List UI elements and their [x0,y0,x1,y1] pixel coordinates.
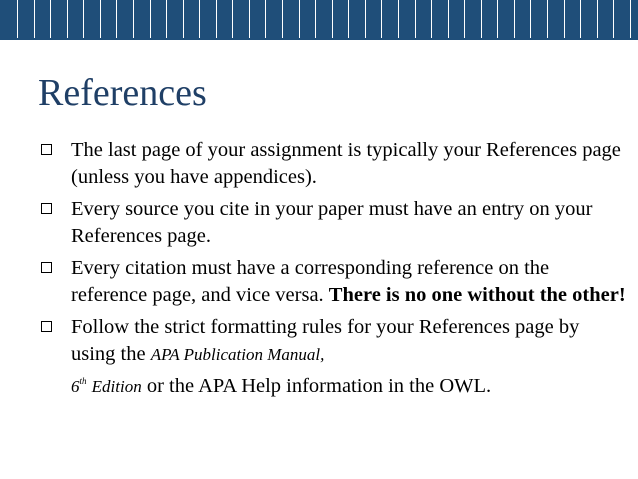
grid-cell [565,0,582,38]
bullet-item [38,137,628,190]
grid-cell [300,0,317,38]
grid-cell [283,0,300,38]
square-bullet-icon [41,144,52,155]
square-bullet-icon [41,203,52,214]
grid-cell [151,0,168,38]
grid-cell [184,0,201,38]
grid-cell [200,0,217,38]
bullet-text: Every source you cite in your paper must have an entry on your References page. [71,198,593,247]
square-bullet-icon [41,321,52,332]
grid-cell [449,0,466,38]
bullet-item [38,196,628,249]
bullet-text: The last page of your assignment is typically your References page (unless you have appendices). [71,139,621,188]
edition-number: 6 [71,376,80,396]
grid-cell [233,0,250,38]
grid-cell [498,0,515,38]
grid-cell [101,0,118,38]
grid-cell [432,0,449,38]
grid-cell [614,0,631,38]
grid-cell [515,0,532,38]
grid-cell [167,0,184,38]
grid-cell [482,0,499,38]
edition-label: Edition [91,376,142,396]
square-bullet-icon [41,262,52,273]
bullet-text: Follow the strict formatting rules for your References page by using the [71,316,580,365]
edition-suffix: th [79,376,87,386]
grid-cell [382,0,399,38]
grid-cell [35,0,52,38]
bullet-item [38,314,628,400]
grid-cell [250,0,267,38]
grid-cell [399,0,416,38]
grid-cell [333,0,350,38]
header-grid [17,0,631,38]
bullet-list [38,137,628,406]
grid-cell [68,0,85,38]
grid-cell [217,0,234,38]
grid-cell [598,0,615,38]
grid-cell [316,0,333,38]
grid-cell [548,0,565,38]
bullet-text: Every citation must have a corresponding reference on the reference page, and vice versa. [71,257,550,306]
slide-title: References [38,72,207,114]
grid-cell [416,0,433,38]
grid-cell [581,0,598,38]
grid-cell [349,0,366,38]
grid-cell [531,0,548,38]
grid-cell [366,0,383,38]
bullet-text-end: or the APA Help information in the OWL. [146,374,492,397]
grid-cell [465,0,482,38]
grid-cell [18,0,35,38]
manual-title: APA Publication Manual, [150,344,325,364]
grid-cell [51,0,68,38]
bullet-emphasis: There is no one without the other! [328,283,626,306]
grid-cell [134,0,151,38]
grid-cell [117,0,134,38]
grid-cell [266,0,283,38]
header-band [0,0,638,40]
grid-cell [84,0,101,38]
bullet-item [38,255,628,308]
